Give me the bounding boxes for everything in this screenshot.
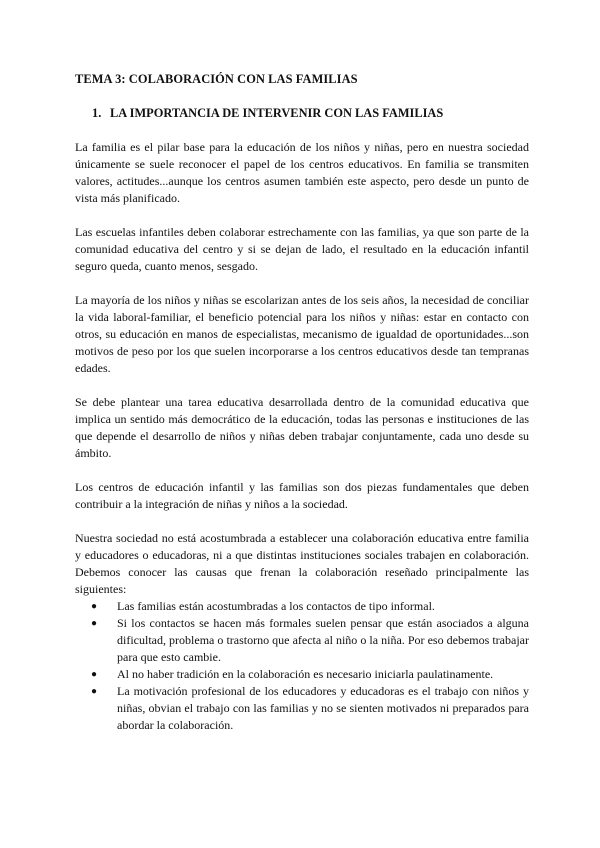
paragraph-centers-and-families: Los centros de educación infantil y las familias son dos piezas fundamentales que deben contribuir a la integración de niñas y niños a la sociedad. <box>75 480 529 511</box>
paragraph-educational-community: Se debe plantear una tarea educativa desarrollada dentro de la comunidad educativa que implica un sentido más democrático de la educación, todas las personas e instituciones de las que depende el desarrollo de niños y niñas deben trabajar conjuntamente, cada uno desde su ámbito. <box>75 395 529 460</box>
causes-list <box>75 598 529 734</box>
bullet-icon: ● <box>91 618 98 629</box>
list-item <box>75 683 529 734</box>
section-number: 1. <box>92 106 102 120</box>
paragraph-early-schooling: La mayoría de los niños y niñas se escolarizan antes de los seis años, la necesidad de conciliar la vida laboral-familiar, el beneficio potencial para los niños y niñas: estar en contacto con otros, su educación en manos de especialistas, mecanismo de igualdad de oportunidades...son motivos de peso por los que suelen incorporarse a los centros educativos desde tan tempranas edades. <box>75 293 529 375</box>
list-item <box>75 666 529 683</box>
list-item-text: Al no haber tradición en la colaboración es necesario iniciarla paulatinamente. <box>117 667 494 681</box>
paragraph-schools-collaborate: Las escuelas infantiles deben colaborar estrechamente con las familias, ya que son parte de la comunidad educativa del centro y si se dejan de lado, el resultado en la educación infantil seguro queda, cuanto menos, sesgado. <box>75 225 529 273</box>
document-page <box>75 71 529 734</box>
section-title: LA IMPORTANCIA DE INTERVENIR CON LAS FAMILIAS <box>110 106 444 120</box>
list-item <box>75 598 529 615</box>
list-item-text: Las familias están acostumbradas a los contactos de tipo informal. <box>117 599 435 613</box>
list-item <box>75 615 529 666</box>
bullet-icon: ● <box>91 686 98 697</box>
bullet-icon: ● <box>91 601 98 612</box>
document-title: TEMA 3: COLABORACIÓN CON LAS FAMILIAS <box>75 72 358 86</box>
list-item-text: Si los contactos se hacen más formales suelen pensar que están asociados a alguna dificultad, problema o trastorno que afecta al niño o la niña. Por eso debemos trabajar para que esto cambie. <box>117 616 529 664</box>
list-item-text: La motivación profesional de los educadores y educadoras es el trabajo con niños y niñas, obvian el trabajo con las familias y no se sienten motivados ni preparados para abordar la colaboración. <box>117 684 529 732</box>
section-heading <box>75 105 529 122</box>
paragraph-society-causes: Nuestra sociedad no está acostumbrada a establecer una colaboración educativa entre familia y educadores o educadoras, ni a que distintas instituciones sociales trabajen en colaboración. Debemos conocer las causas que frenan la colaboración reseñado principalmente las siguientes: <box>75 531 529 596</box>
bullet-icon: ● <box>91 669 98 680</box>
paragraph-family-pillar: La familia es el pilar base para la educación de los niños y niñas, pero en nuestra sociedad únicamente se suele reconocer el papel de los centros educativos. En familia se transmiten valores, actitudes...aunque los centros asumen también este aspecto, pero desde un punto de vista más planificado. <box>75 140 529 205</box>
